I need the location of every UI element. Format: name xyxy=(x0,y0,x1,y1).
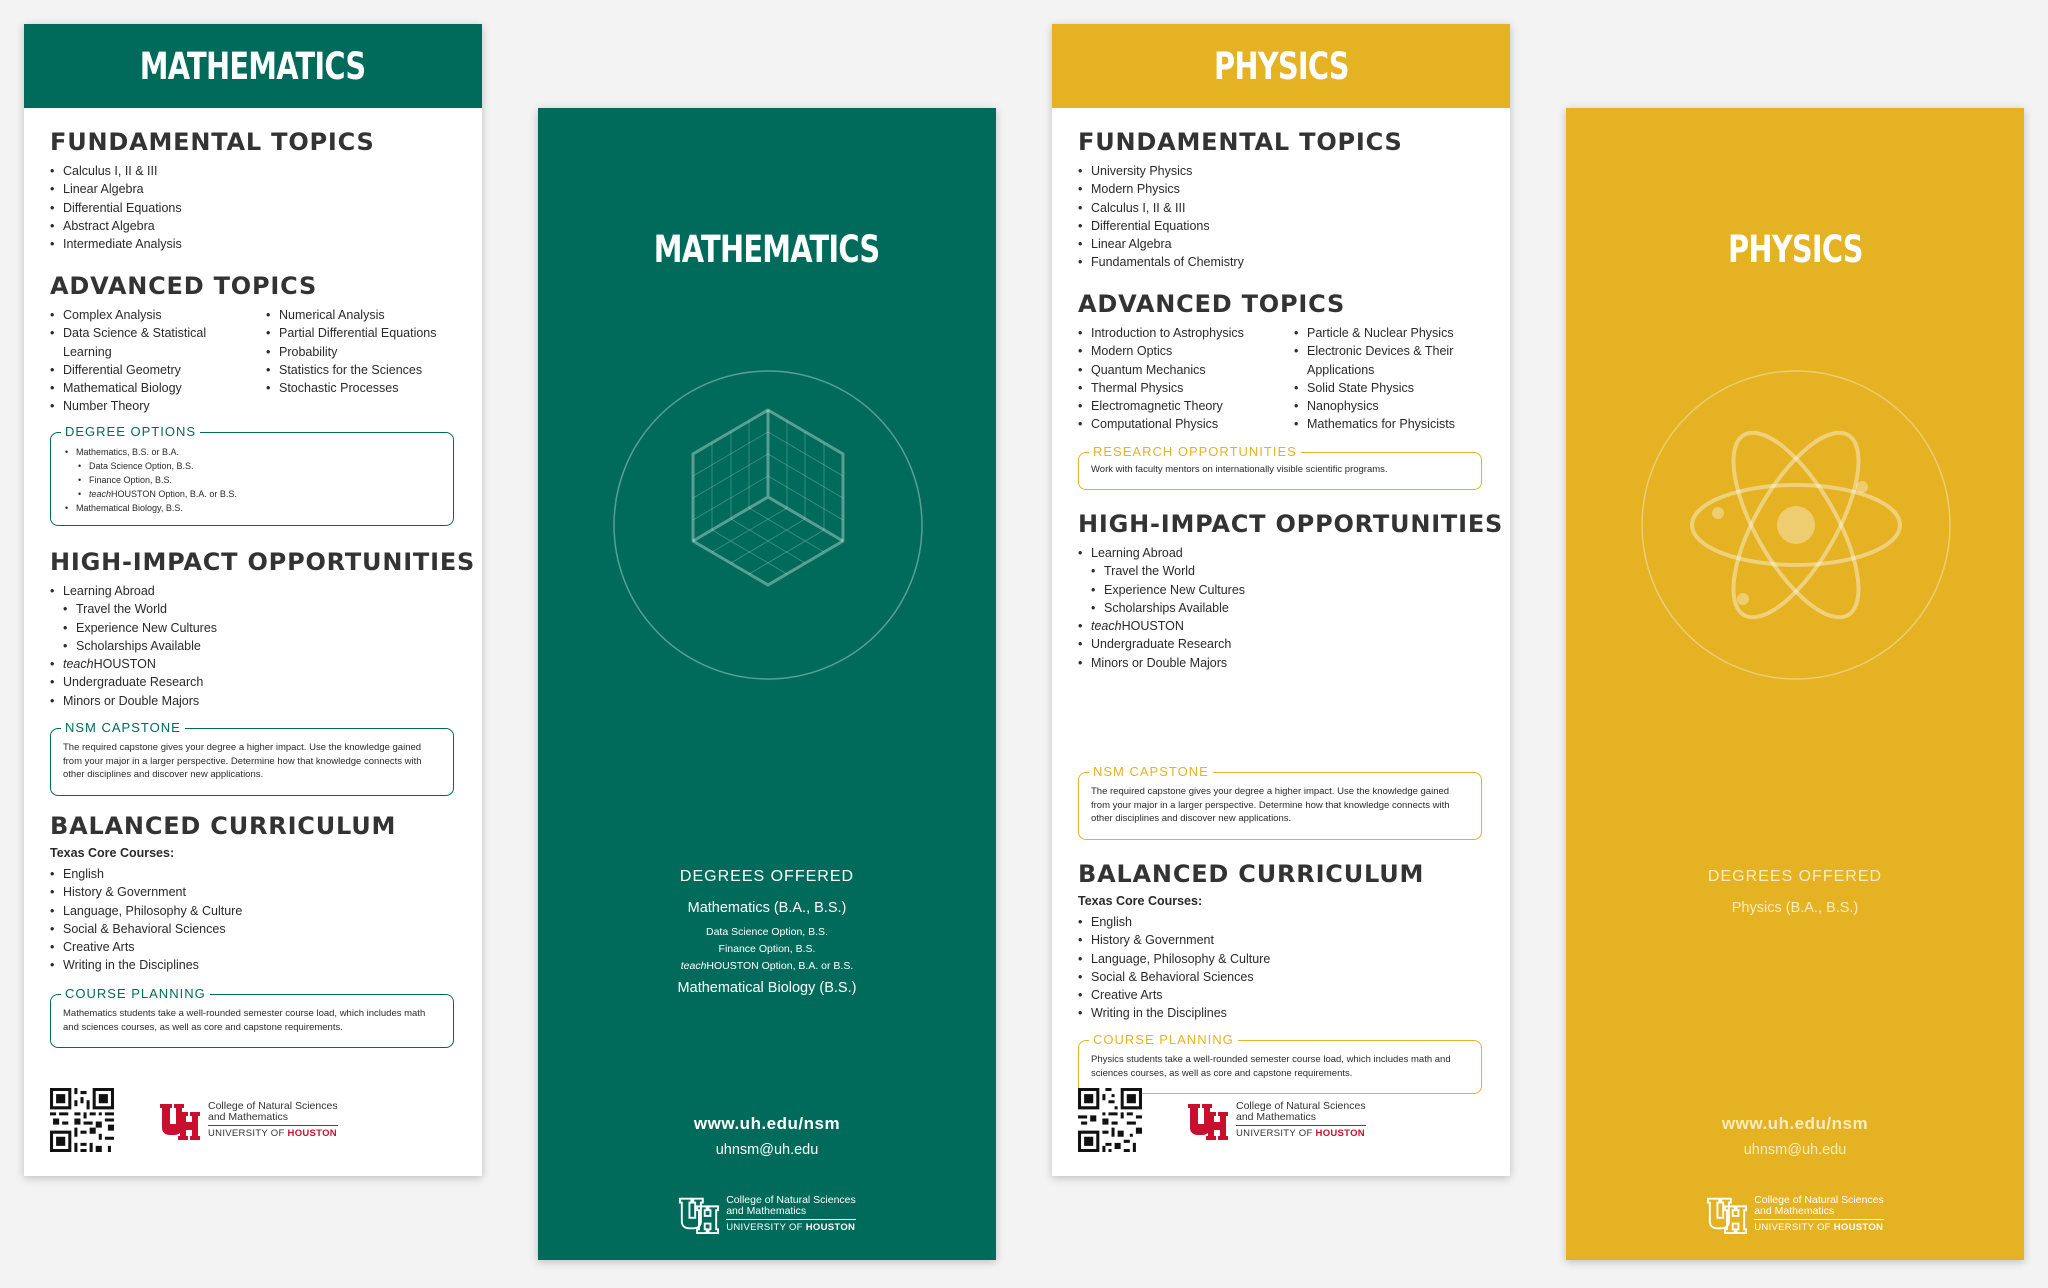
list-item: • Writing in the Disciplines xyxy=(1078,1004,1270,1022)
capstone-label: NSM CAPSTONE xyxy=(61,719,185,737)
high-impact-heading: HIGH-IMPACT OPPORTUNITIES xyxy=(1078,510,1504,538)
physics-cover-panel xyxy=(1566,108,2024,1260)
list-item: • teachHOUSTON Option, B.A. or B.S. xyxy=(63,487,441,501)
list-item: • Creative Arts xyxy=(50,938,242,956)
list-item: • Language, Philosophy & Culture xyxy=(50,902,242,920)
list-item: • Data Science Option, B.S. xyxy=(63,459,441,473)
uh-college-logo xyxy=(1186,1100,1366,1140)
qr-code-icon[interactable] xyxy=(50,1088,114,1152)
core-label: Texas Core Courses: xyxy=(1078,894,1203,908)
list-item: • History & Government xyxy=(50,883,242,901)
list-item: • Travel the World xyxy=(50,600,217,618)
list-item: • Intermediate Analysis xyxy=(50,235,182,253)
balanced-curriculum-heading: BALANCED CURRICULUM xyxy=(1078,860,1425,888)
high-impact-list xyxy=(1078,544,1245,672)
advanced-topics-heading: ADVANCED TOPICS xyxy=(50,272,318,300)
list-item: • Solid State Physics xyxy=(1294,379,1455,397)
degree-main-1: Physics (B.A., B.S.) xyxy=(1731,900,1859,916)
list-item: • Quantum Mechanics xyxy=(1078,361,1244,379)
uh-college-logo xyxy=(538,1194,996,1234)
list-item: • Electronic Devices & Their xyxy=(1294,342,1455,360)
course-planning-box xyxy=(50,986,454,1048)
college-name-line2: and Mathematics xyxy=(208,1111,288,1123)
cube-icon xyxy=(613,370,923,680)
degree-options-box xyxy=(50,424,454,526)
capstone-box xyxy=(50,720,454,796)
uh-logo-icon xyxy=(1186,1100,1230,1140)
list-item: • Partial Differential Equations xyxy=(266,324,437,342)
advanced-topics-col2 xyxy=(266,306,437,397)
list-item: • Writing in the Disciplines xyxy=(50,956,242,974)
list-item: • Differential Equations xyxy=(50,199,182,217)
college-name-line2: and Mathematics xyxy=(726,1205,807,1217)
list-item: • Computational Physics xyxy=(1078,415,1244,433)
degree-sub-1: Data Science Option, B.S. xyxy=(706,926,828,938)
list-item: • Minors or Double Majors xyxy=(1078,654,1245,672)
core-label: Texas Core Courses: xyxy=(50,846,175,860)
list-item: • Differential Geometry xyxy=(50,361,206,379)
college-name-line1: College of Natural Sciences xyxy=(1754,1194,1884,1206)
core-courses-list xyxy=(1078,913,1270,1023)
list-item: • Calculus I, II & III xyxy=(1078,199,1244,217)
university-name: UNIVERSITY OF HOUSTON xyxy=(726,1222,856,1233)
degree-main-2: Mathematical Biology (B.S.) xyxy=(677,980,857,996)
list-item: • Minors or Double Majors xyxy=(50,692,217,710)
logo-rule xyxy=(1754,1219,1884,1220)
university-name: UNIVERSITY OF HOUSTON xyxy=(1754,1222,1884,1233)
college-name-line2: and Mathematics xyxy=(1236,1111,1316,1123)
list-item: • Numerical Analysis xyxy=(266,306,437,324)
list-item: • Mathematics for Physicists xyxy=(1294,415,1455,433)
college-name-line2: and Mathematics xyxy=(1754,1205,1835,1217)
list-item: • Calculus I, II & III xyxy=(50,162,182,180)
list-item: • Fundamentals of Chemistry xyxy=(1078,253,1244,271)
list-item: • English xyxy=(1078,913,1270,931)
email-link[interactable]: uhnsm@uh.edu xyxy=(715,1142,819,1158)
course-planning-box xyxy=(1078,1032,1482,1094)
fundamental-topics-heading: FUNDAMENTAL TOPICS xyxy=(50,128,375,156)
list-item: • Travel the World xyxy=(1078,562,1245,580)
math-cover-title: MATHEMATICS xyxy=(654,228,880,271)
uh-logo-icon xyxy=(678,1194,720,1234)
advanced-topics-heading: ADVANCED TOPICS xyxy=(1078,290,1346,318)
list-item: • Undergraduate Research xyxy=(1078,635,1245,653)
math-cover-panel xyxy=(538,108,996,1260)
advanced-topics-col1 xyxy=(1078,324,1244,434)
list-item: • Mathematical Biology, B.S. xyxy=(63,501,441,515)
list-item: • Scholarships Available xyxy=(1078,599,1245,617)
list-item: • Abstract Algebra xyxy=(50,217,182,235)
course-planning-label: COURSE PLANNING xyxy=(61,985,210,1003)
research-opportunities-text: Work with faculty mentors on internationally visible scientific programs. xyxy=(1091,464,1388,475)
list-item: • Particle & Nuclear Physics xyxy=(1294,324,1455,342)
logo-rule xyxy=(726,1219,856,1220)
list-item: • Complex Analysis xyxy=(50,306,206,324)
list-item: • Finance Option, B.S. xyxy=(63,473,441,487)
degree-main-1: Mathematics (B.A., B.S.) xyxy=(687,900,847,916)
list-item: • Social & Behavioral Sciences xyxy=(1078,968,1270,986)
physics-info-header: PHYSICS xyxy=(1052,24,1510,108)
list-item: • Mathematics, B.S. or B.A. xyxy=(63,445,441,459)
degrees-offered-title: DEGREES OFFERED xyxy=(679,868,855,885)
uh-logo-icon xyxy=(1706,1194,1748,1234)
course-planning-text: Mathematics students take a well-rounded semester course load, which includes math and sciences courses, as well as core and capstone requirements. xyxy=(63,1008,426,1033)
college-name-line1: College of Natural Sciences xyxy=(1236,1100,1366,1112)
degrees-offered-title: DEGREES OFFERED xyxy=(1707,868,1883,885)
list-item: • teachHOUSTON xyxy=(1078,617,1245,635)
college-name-line1: College of Natural Sciences xyxy=(208,1100,338,1112)
high-impact-heading: HIGH-IMPACT OPPORTUNITIES xyxy=(50,548,476,576)
high-impact-list xyxy=(50,582,217,710)
physics-cover-title: PHYSICS xyxy=(1727,228,1863,271)
list-item: • Differential Equations xyxy=(1078,217,1244,235)
list-item: • Nanophysics xyxy=(1294,397,1455,415)
list-item: • Number Theory xyxy=(50,397,206,415)
list-item: • Statistics for the Sciences xyxy=(266,361,437,379)
list-item: • Language, Philosophy & Culture xyxy=(1078,950,1270,968)
footer xyxy=(50,1088,338,1152)
website-link[interactable]: www.uh.edu/nsm xyxy=(1721,1114,1869,1133)
footer xyxy=(1078,1088,1366,1152)
list-item: Applications xyxy=(1307,362,1375,377)
list-item: • Scholarships Available xyxy=(50,637,217,655)
course-planning-label: COURSE PLANNING xyxy=(1089,1031,1238,1049)
university-name: UNIVERSITY OF HOUSTON xyxy=(1236,1128,1365,1139)
website-link[interactable]: www.uh.edu/nsm xyxy=(693,1114,841,1133)
math-info-panel xyxy=(24,24,482,1176)
capstone-text: The required capstone gives your degree a higher impact. Use the knowledge gained from your major in a larger perspective. Determine how that knowledge connects with other disciplines and discover new applications. xyxy=(1091,786,1450,825)
list-item: • Undergraduate Research xyxy=(50,673,217,691)
list-item: • Creative Arts xyxy=(1078,986,1270,1004)
math-info-header: MATHEMATICS xyxy=(24,24,482,108)
list-item: • Thermal Physics xyxy=(1078,379,1244,397)
list-item: • Learning Abroad xyxy=(50,582,217,600)
list-item: Learning xyxy=(63,344,112,359)
fundamental-topics-list xyxy=(1078,162,1244,272)
qr-code-icon[interactable] xyxy=(1078,1088,1142,1152)
capstone-box xyxy=(1078,764,1482,840)
list-item: • History & Government xyxy=(1078,931,1270,949)
list-item: • Linear Algebra xyxy=(50,180,182,198)
uh-logo-icon xyxy=(158,1100,202,1140)
list-item: • Experience New Cultures xyxy=(50,619,217,637)
list-item: • Introduction to Astrophysics xyxy=(1078,324,1244,342)
list-item: • Mathematical Biology xyxy=(50,379,206,397)
college-name-line1: College of Natural Sciences xyxy=(726,1194,856,1206)
uh-college-logo xyxy=(1566,1194,2024,1234)
degree-sub-2: Finance Option, B.S. xyxy=(718,943,816,955)
list-item: • Learning Abroad xyxy=(1078,544,1245,562)
capstone-label: NSM CAPSTONE xyxy=(1089,763,1213,781)
degree-sub-3: teachHOUSTON Option, B.A. or B.S. xyxy=(680,960,854,972)
list-item: • Linear Algebra xyxy=(1078,235,1244,253)
uh-college-logo xyxy=(158,1100,338,1140)
list-item: • Probability xyxy=(266,343,437,361)
course-planning-text: Physics students take a well-rounded semester course load, which includes math and sciences courses, as well as core and capstone requirements. xyxy=(1091,1054,1451,1079)
physics-info-panel xyxy=(1052,24,1510,1176)
research-opportunities-box xyxy=(1078,444,1482,490)
list-item: • University Physics xyxy=(1078,162,1244,180)
logo-rule xyxy=(208,1125,338,1126)
list-item: • Electromagnetic Theory xyxy=(1078,397,1244,415)
advanced-topics-col2 xyxy=(1294,324,1455,434)
balanced-curriculum-heading: BALANCED CURRICULUM xyxy=(50,812,397,840)
list-item: • Modern Optics xyxy=(1078,342,1244,360)
core-courses-list xyxy=(50,865,242,975)
university-name: UNIVERSITY OF HOUSTON xyxy=(208,1128,337,1139)
degree-options-label: DEGREE OPTIONS xyxy=(61,423,200,441)
list-item: • Data Science & Statistical xyxy=(50,324,206,342)
email-link[interactable]: uhnsm@uh.edu xyxy=(1743,1142,1847,1158)
degree-options-list xyxy=(63,445,441,515)
list-item: • Experience New Cultures xyxy=(1078,581,1245,599)
logo-rule xyxy=(1236,1125,1366,1126)
fundamental-topics-heading: FUNDAMENTAL TOPICS xyxy=(1078,128,1403,156)
capstone-text: The required capstone gives your degree a higher impact. Use the knowledge gained from your major in a larger perspective. Determine how that knowledge connects with other disciplines and discover new applications. xyxy=(63,742,422,781)
list-item: • Social & Behavioral Sciences xyxy=(50,920,242,938)
list-item: • Modern Physics xyxy=(1078,180,1244,198)
advanced-topics-col1 xyxy=(50,306,206,416)
research-opportunities-label: RESEARCH OPPORTUNITIES xyxy=(1089,443,1301,461)
fundamental-topics-list xyxy=(50,162,182,253)
list-item: • Stochastic Processes xyxy=(266,379,437,397)
list-item: • English xyxy=(50,865,242,883)
list-item: • teachHOUSTON xyxy=(50,655,217,673)
atom-icon xyxy=(1641,370,1951,680)
